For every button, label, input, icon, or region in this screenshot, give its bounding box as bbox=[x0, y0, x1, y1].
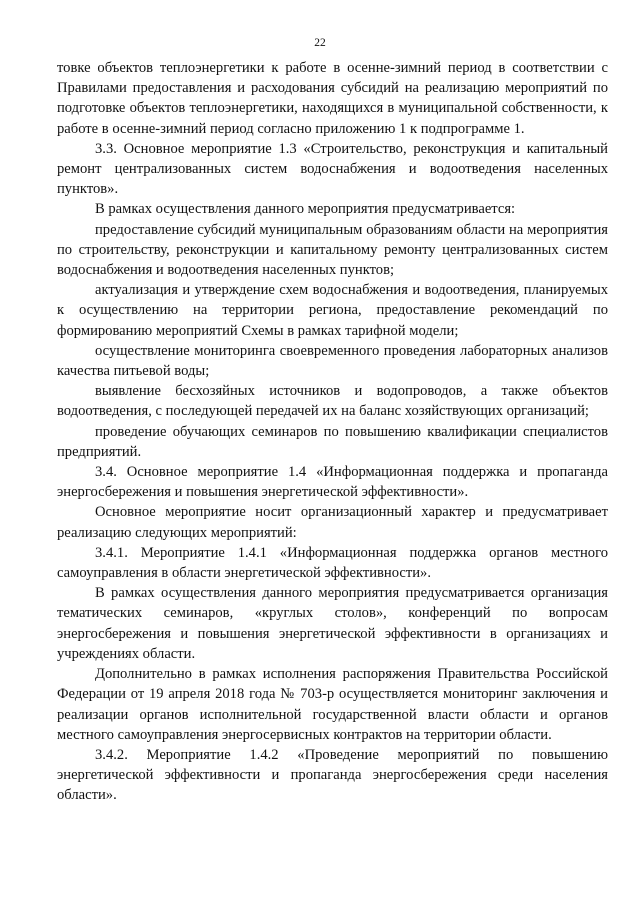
paragraph-list-item: выявление бесхозяйных источников и водопроводов, а также объектов водоотведения, с последующей передачей их на баланс хозяйствующих организаций; bbox=[57, 383, 608, 420]
scan-artifact-mark bbox=[565, 889, 579, 893]
paragraph-list-item: предоставление субсидий муниципальным образованиям области на мероприятия по строительству, реконструкции и капитальному ремонту централизованных систем водоснабжения и водоотведения населенных пунктов; bbox=[57, 221, 608, 279]
paragraph-section-3-3: 3.3. Основное мероприятие 1.3 «Строительство, реконструкция и капитальный ремонт централизованных систем водоснабжения и водоотведения населенных пунктов». bbox=[57, 140, 608, 198]
page-number: 22 bbox=[314, 37, 326, 49]
paragraph-list-item: актуализация и утверждение схем водоснабжения и водоотведения, планируемых к осуществлению на территории региона, предоставление рекомендаций по формированию мероприятий Схемы в рамках тарифной модели; bbox=[57, 282, 608, 339]
paragraph-list-item: осуществление мониторинга своевременного проведения лабораторных анализов качества питьевой воды; bbox=[57, 342, 608, 380]
paragraph-section-3-4: 3.4. Основное мероприятие 1.4 «Информационная поддержка и пропаганда энергосбережения и повышения энергетической эффективности». bbox=[57, 464, 608, 501]
paragraph-section-3-4-1: 3.4.1. Мероприятие 1.4.1 «Информационная поддержка органов местного самоуправления в области энергетической эффективности». bbox=[57, 544, 608, 582]
document-body bbox=[57, 58, 608, 806]
paragraph-body: Основное мероприятие носит организационный характер и предусматривает реализацию следующих мероприятий: bbox=[57, 504, 608, 541]
paragraph-body: Дополнительно в рамках исполнения распоряжения Правительства Российской Федерации от 19 апреля 2018 года № 703-р осуществляется мониторинг заключения и реализации органов исполнительной государственной власти области и органов местного самоуправления энергосервисных контрактов на территории области. bbox=[57, 666, 608, 743]
paragraph-section-3-4-2: 3.4.2. Мероприятие 1.4.2 «Проведение мероприятий по повышению энергетической эффективности и пропаганда энергосбережения среди населения области». bbox=[57, 746, 608, 804]
paragraph-list-item: проведение обучающих семинаров по повышению квалификации специалистов предприятий. bbox=[57, 423, 608, 460]
paragraph-body: В рамках осуществления данного мероприятия предусматривается организация тематических семинаров, «круглых столов», конференций по вопросам энергосбережения и повышения энергетической эффективности в организациях и учреждениях области. bbox=[57, 585, 608, 662]
paragraph-intro: В рамках осуществления данного мероприятия предусматривается: bbox=[95, 201, 516, 218]
paragraph-continuation: товке объектов теплоэнергетики к работе в осенне-зимний период в соответствии с Правилами предоставления и расходования субсидий на реализацию мероприятий по подготовке объектов теплоэнергетики, находящихся в муниципальной собственности, к работе в осенне-зимний период согласно приложению 1 к подпрограмме 1. bbox=[57, 60, 608, 137]
